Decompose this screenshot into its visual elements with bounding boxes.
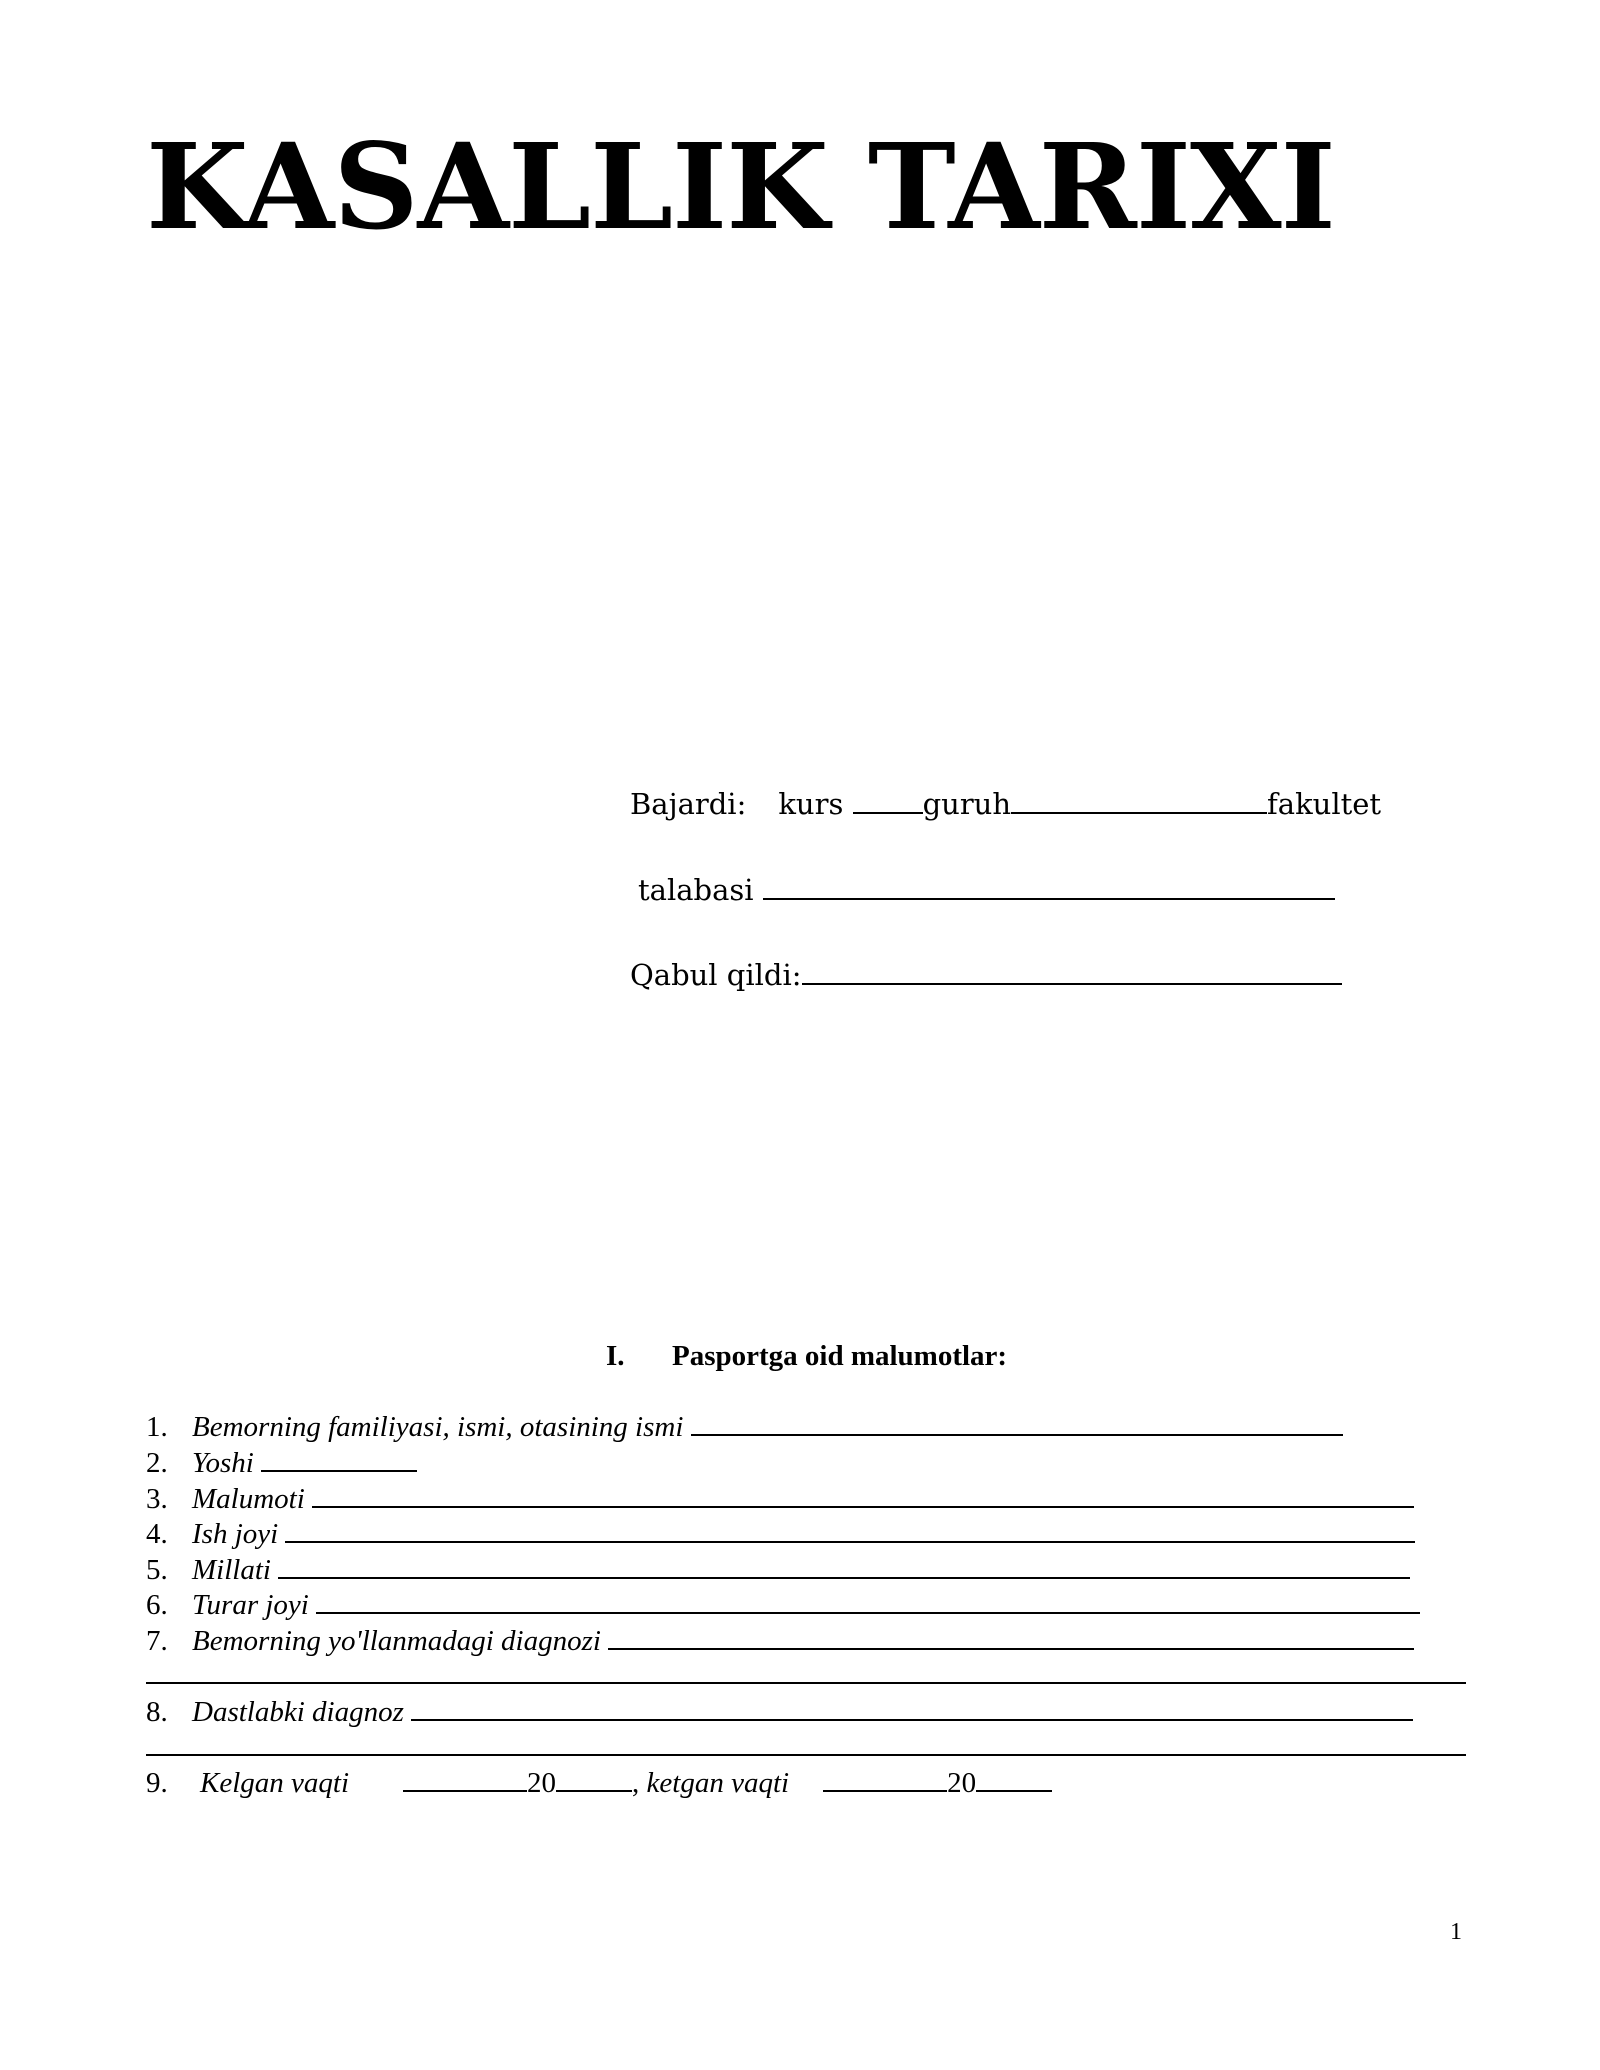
field-number: 2. [146, 1447, 168, 1479]
field-row-address [146, 1586, 1420, 1622]
arrived-year-blank[interactable] [556, 1764, 632, 1792]
signature-accepted-line [630, 957, 1342, 993]
field-label: Bemorning yo'llanmadagi diagnozi [192, 1625, 601, 1657]
field-number: 6. [146, 1589, 168, 1621]
education-blank[interactable] [312, 1480, 1414, 1508]
field-number: 5. [146, 1554, 168, 1586]
student-blank[interactable] [763, 872, 1335, 900]
field-row-full-name [146, 1408, 1343, 1444]
section-heading-text: Pasportga oid malumotlar: [672, 1340, 1008, 1372]
field-row-dates [146, 1764, 1052, 1800]
field-row-education [146, 1480, 1414, 1516]
age-blank[interactable] [261, 1444, 417, 1472]
field-row-workplace [146, 1515, 1415, 1551]
arrived-year-prefix: 20 [527, 1767, 557, 1799]
field-number: 9. [146, 1767, 168, 1799]
arrived-date-blank[interactable] [403, 1764, 527, 1792]
accepted-label: Qabul qildi: [630, 958, 802, 992]
workplace-blank[interactable] [285, 1515, 1415, 1543]
field-label: Millati [192, 1554, 271, 1586]
left-year-prefix: 20 [947, 1767, 977, 1799]
field-number: 4. [146, 1518, 168, 1550]
referral-diagnosis-blank[interactable] [608, 1622, 1414, 1650]
left-year-blank[interactable] [976, 1764, 1052, 1792]
referral-diagnosis-continuation-line[interactable] [146, 1682, 1466, 1684]
dates-separator: , [632, 1767, 640, 1799]
field-number: 1. [146, 1411, 168, 1443]
full-name-blank[interactable] [691, 1408, 1343, 1436]
field-label: Ish joyi [192, 1518, 279, 1550]
course-blank[interactable] [853, 786, 923, 814]
course-label: kurs [778, 787, 844, 821]
field-label: Turar joyi [192, 1589, 309, 1621]
field-label: Dastlabki diagnoz [192, 1696, 404, 1728]
page-number: 1 [1450, 1919, 1462, 1945]
faculty-label: fakultet [1267, 787, 1382, 821]
accepted-blank[interactable] [802, 957, 1342, 985]
left-label: ketgan vaqti [646, 1767, 790, 1799]
field-number: 7. [146, 1625, 168, 1657]
field-label: Bemorning familiyasi, ismi, otasining ismi [192, 1411, 684, 1443]
left-date-blank[interactable] [823, 1764, 947, 1792]
signature-student-line [638, 872, 1335, 908]
preliminary-diagnosis-blank[interactable] [411, 1693, 1413, 1721]
section-roman-numeral: I. [606, 1340, 625, 1372]
field-label: Yoshi [192, 1447, 254, 1479]
arrived-label: Kelgan vaqti [200, 1767, 350, 1799]
address-blank[interactable] [316, 1586, 1420, 1614]
field-label: Malumoti [192, 1483, 305, 1515]
group-label: guruh [922, 787, 1012, 821]
performed-label: Bajardi: [630, 787, 747, 821]
student-label: talabasi [638, 873, 754, 907]
field-row-preliminary-diagnosis [146, 1693, 1413, 1729]
field-number: 8. [146, 1696, 168, 1728]
nationality-blank[interactable] [278, 1551, 1410, 1579]
field-row-referral-diagnosis [146, 1622, 1414, 1658]
field-row-nationality [146, 1551, 1410, 1587]
group-blank[interactable] [1011, 786, 1267, 814]
page-title: KASALLIK TARIXI [146, 117, 1335, 256]
section-heading [606, 1338, 1007, 1374]
field-row-age [146, 1444, 417, 1480]
field-number: 3. [146, 1483, 168, 1515]
signature-performed-line [630, 786, 1381, 822]
preliminary-diagnosis-continuation-line[interactable] [146, 1754, 1466, 1756]
